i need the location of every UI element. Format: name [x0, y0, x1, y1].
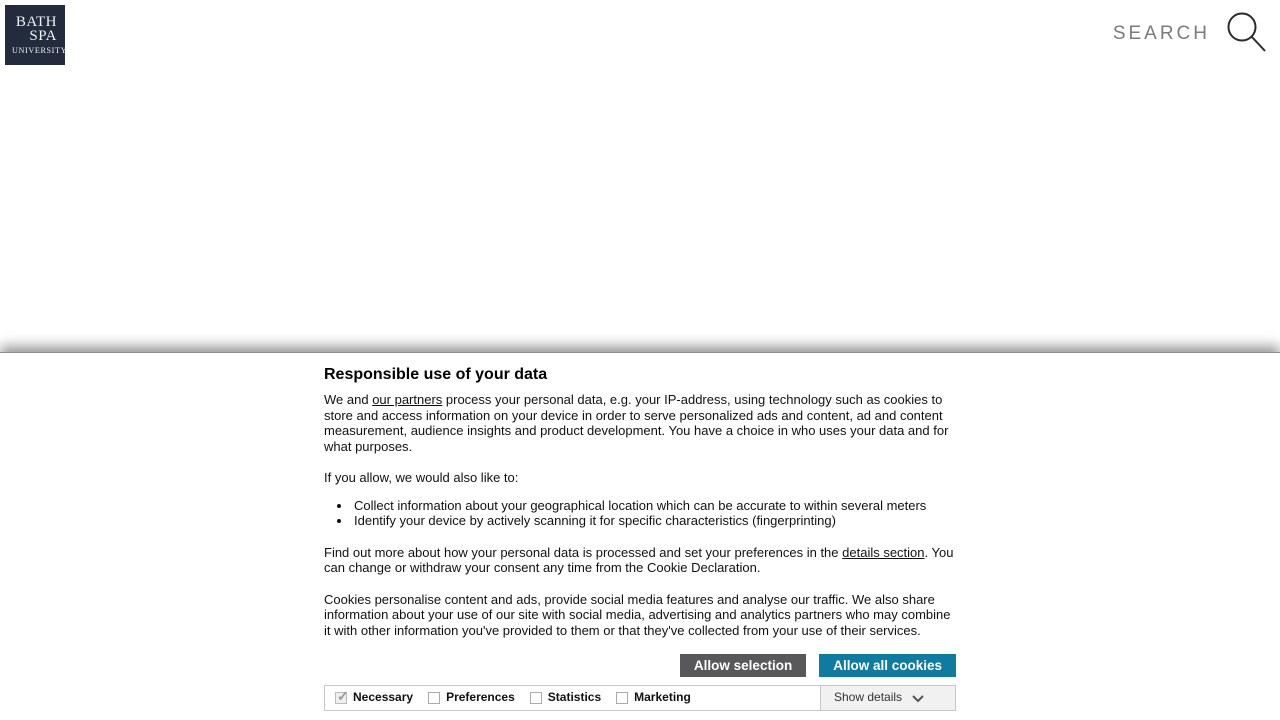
checkbox-label: Preferences [446, 690, 515, 705]
search-label[interactable]: SEARCH [1112, 23, 1210, 44]
show-details-label: Show details [834, 690, 903, 705]
checkbox-label: Necessary [353, 690, 414, 705]
consent-options [324, 685, 821, 711]
list-item: • Collect information about your geographical location which can be accurate to within several meters [352, 498, 956, 514]
checkbox-icon[interactable] [530, 692, 542, 704]
consent-checkbox-statistics[interactable] [530, 690, 601, 706]
checkbox-icon[interactable] [616, 692, 628, 704]
consent-checkbox-marketing[interactable] [616, 690, 691, 706]
site-header [0, 0, 1280, 70]
allow-intro-text: If you allow, we would also like to: [324, 470, 519, 485]
our-partners-link[interactable]: our partners [372, 392, 443, 407]
cookie-banner-title: Responsible use of your data [324, 366, 548, 383]
intro-text-before: We and [324, 392, 373, 407]
university-logo[interactable] [5, 5, 68, 65]
allow-selection-button[interactable]: Allow selection [680, 654, 806, 677]
logo-text-university: UNIVERSITY [12, 46, 68, 55]
consent-purposes-list [324, 498, 956, 529]
cookies-sharing-paragraph: Cookies personalise content and ads, provide social media features and analyse our traffic. We also share information about your use of our site with social media, advertising and analytics partners who may combine it with other information you've provided to them or that they've collected from your use of their services. [324, 591, 951, 638]
find-out-more-paragraph [324, 545, 956, 576]
logo-text-spa: SPA [29, 28, 57, 44]
checkbox-icon[interactable] [428, 692, 440, 704]
find-out-text-after: . You can change or withdraw your consent any time from the Cookie Declaration. [324, 544, 954, 575]
consent-options-row [324, 685, 956, 711]
checkbox-icon[interactable] [335, 692, 347, 704]
checkbox-label: Marketing [634, 690, 691, 705]
cookie-banner-content [324, 353, 956, 711]
data-processing-paragraph [324, 392, 956, 454]
details-section-link[interactable]: details section [842, 544, 925, 560]
checkbox-label: Statistics [547, 690, 602, 705]
intro-text-after: process your personal data, e.g. your IP-address, using technology such as cookies to store and access information on your device in order to serve personalized ads and content, ad and content measurement, audience insights and product development. You have a choice in who uses your data and for what purposes. [324, 392, 949, 454]
consent-checkbox-preferences[interactable] [428, 690, 515, 706]
search-icon[interactable] [1224, 10, 1268, 58]
logo-text-bath: BATH [15, 14, 57, 30]
list-item: • Identify your device by actively scanning it for specific characteristics (fingerprinting) [352, 513, 956, 529]
chevron-down-icon [912, 695, 924, 703]
cookie-consent-banner [0, 352, 1280, 720]
search-control[interactable] [1113, 10, 1268, 58]
allow-all-cookies-button[interactable]: Allow all cookies [819, 654, 956, 677]
consent-button-row [324, 654, 956, 677]
consent-checkbox-necessary[interactable] [335, 690, 413, 706]
find-out-text-before: Find out more about how your personal data is processed and set your preferences in the [324, 544, 843, 560]
show-details-toggle[interactable] [820, 685, 956, 711]
